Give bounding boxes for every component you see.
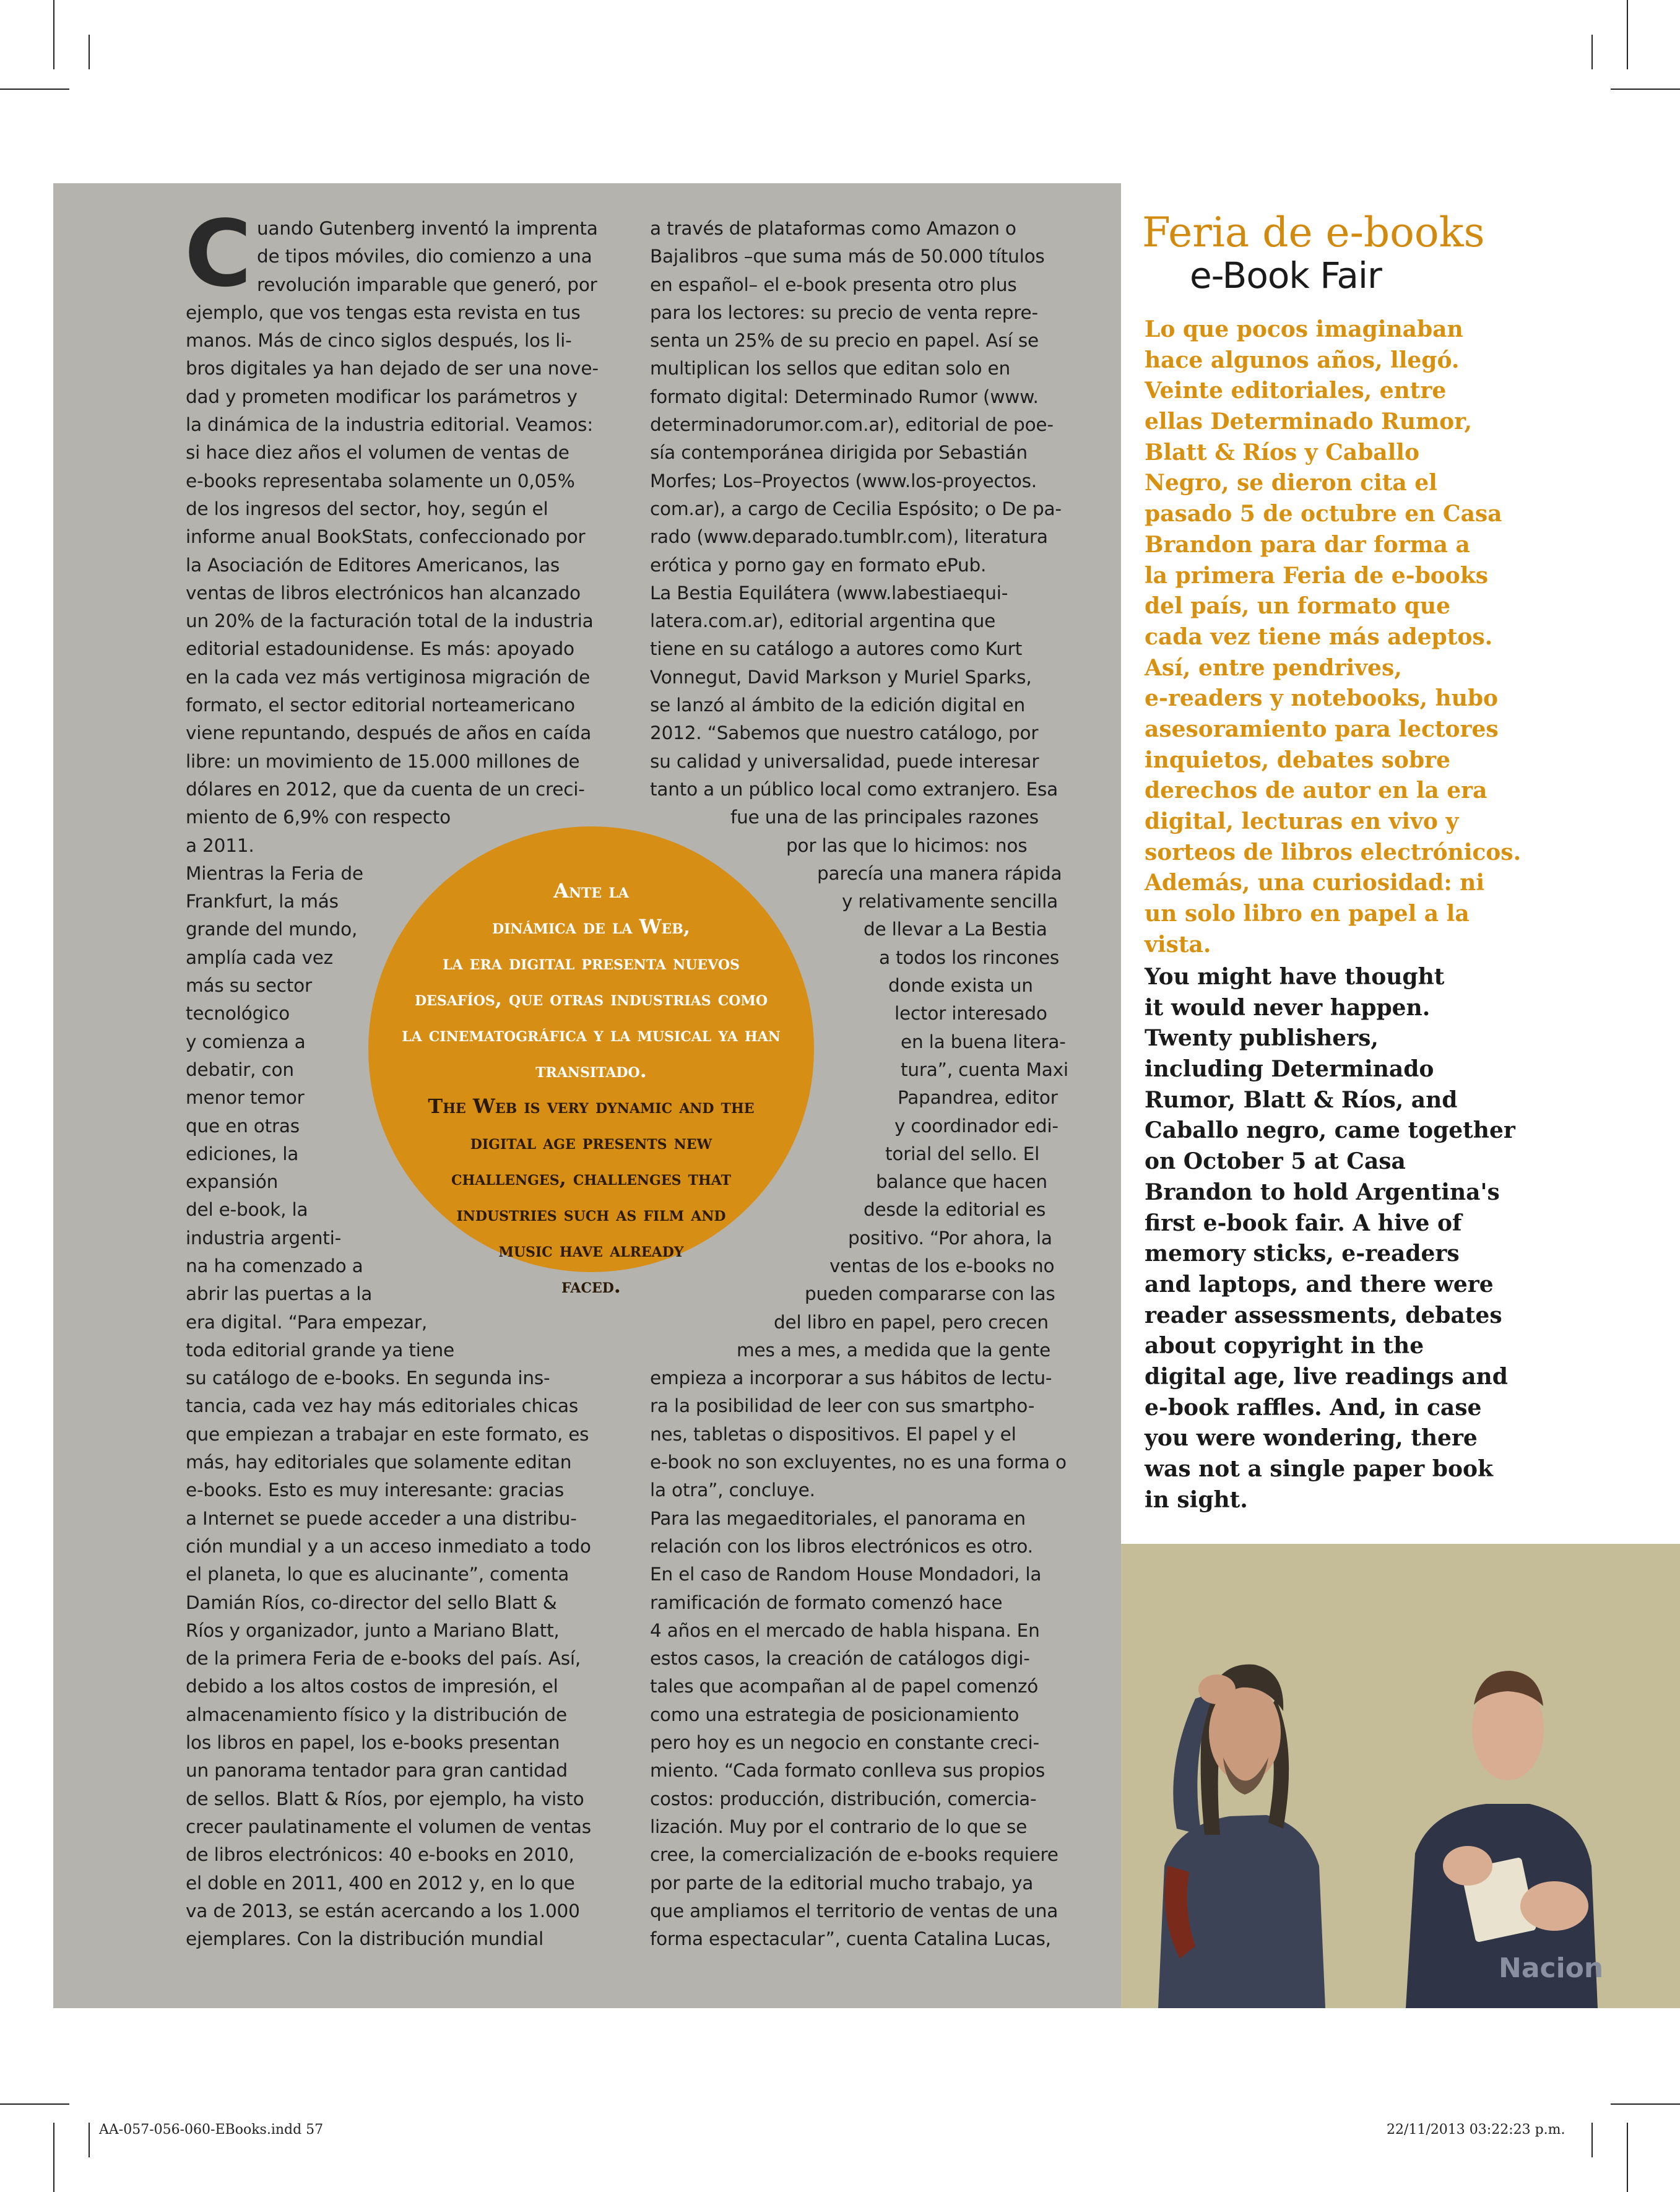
text-line: you were wondering, there (1145, 1425, 1478, 1452)
text-line: del libro en papel, pero crecen (774, 1311, 1049, 1333)
text-line: se lanzó al ámbito de la edición digital en (650, 695, 1025, 716)
text-line: era digital. “Para empezar, (186, 1311, 428, 1333)
text-line: determinadorumor.com.ar), editorial de poe- (650, 414, 1054, 436)
text-line: su catálogo de e-books. En segunda ins- (186, 1367, 550, 1389)
text-line: it would never happen. (1145, 994, 1431, 1021)
text-line: fue una de las principales razones (730, 807, 1039, 828)
text-line: ejemplares. Con la distribución mundial (186, 1928, 544, 1950)
crop-mark (0, 2103, 69, 2105)
text-line: empieza a incorporar a sus hábitos de lectu- (650, 1367, 1052, 1389)
crop-mark (1627, 0, 1628, 69)
text-line: menor temor (186, 1087, 305, 1109)
text-line: torial del sello. El (885, 1143, 1040, 1164)
text-line: ejemplo, que vos tengas esta revista en tus (186, 301, 581, 323)
text-line: abrir las puertas a la (186, 1283, 373, 1305)
text-line: faced. (561, 1274, 621, 1297)
text-line: balance que hacen (876, 1171, 1047, 1193)
text-line: industria argenti- (186, 1227, 342, 1249)
text-line: viene repuntando, después de años en caída (186, 722, 592, 744)
text-line: toda editorial grande ya tiene (186, 1339, 455, 1361)
text-line: digital age presents new (470, 1130, 712, 1154)
text-line: y coordinador edi- (894, 1115, 1059, 1137)
text-line: expansión (186, 1171, 279, 1193)
text-line: Rumor, Blatt & Ríos, and (1145, 1086, 1458, 1113)
text-line: la primera Feria de e-books (1145, 562, 1489, 589)
text-line: Frankfurt, la más (186, 891, 339, 912)
sidebar-body-english (1145, 962, 1665, 1515)
crop-mark (1611, 2103, 1680, 2105)
text-line: en la buena litera- (901, 1031, 1066, 1052)
text-line: del país, un formato que (1145, 593, 1450, 620)
text-line: de libros electrónicos: 40 e-books en 2010, (186, 1844, 574, 1866)
text-line: ción mundial y a un acceso inmediato a todo (186, 1535, 591, 1557)
crop-mark (89, 2123, 90, 2157)
text-line: crecer paulatinamente el volumen de ventas (186, 1816, 591, 1837)
sidebar-title-spanish: Feria de e-books (1142, 209, 1485, 256)
text-line: dad y prometen modificar los parámetros y (186, 386, 578, 407)
pull-quote-english (368, 1088, 814, 1304)
text-line: de tipos móviles, dio comienzo a una (257, 246, 592, 267)
text-line: miento de 6,9% con respecto (186, 807, 451, 828)
text-line: about copyright in the (1145, 1333, 1424, 1359)
text-line: Veinte editoriales, entre (1145, 378, 1447, 404)
text-line: including Determinado (1145, 1056, 1434, 1083)
text-line: tura”, cuenta Maxi (901, 1059, 1068, 1080)
text-line: Morfes; Los–Proyectos (www.los-proyectos. (650, 470, 1037, 492)
text-line: tales que acompañan al de papel comenzó (650, 1676, 1039, 1697)
crop-mark (1611, 89, 1680, 90)
text-line: manos. Más de cinco siglos después, los li- (186, 330, 572, 352)
text-line: Lo que pocos imaginaban (1145, 316, 1463, 342)
text-line: desde la editorial es (864, 1199, 1046, 1221)
text-line: asesoramiento para lectores (1145, 716, 1499, 742)
text-line: formato, el sector editorial norteamericano (186, 695, 575, 716)
text-line: e-book raffles. And, in case (1145, 1394, 1482, 1421)
text-line: uando Gutenberg inventó la imprenta (257, 218, 598, 239)
text-line: digital, lecturas en vivo y (1145, 808, 1459, 834)
text-line: erótica y porno gay en formato ePub. (650, 554, 987, 576)
text-line: la otra”, concluye. (650, 1479, 815, 1501)
text-line: de los ingresos del sector, hoy, según el (186, 498, 548, 519)
text-line: e-books. Esto es muy interesante: gracias (186, 1479, 564, 1501)
text-line: ventas de los e-books no (829, 1255, 1055, 1276)
crop-mark (1591, 2123, 1593, 2157)
text-line: Mientras la Feria de (186, 862, 363, 884)
text-line: que en otras (186, 1115, 300, 1137)
text-line: forma espectacular”, cuenta Catalina Lucas, (650, 1928, 1051, 1950)
text-line: e-book no son excluyentes, no es una forma o (650, 1452, 1067, 1473)
text-line: revolución imparable que generó, por (257, 274, 597, 295)
text-line: de llevar a La Bestia (864, 919, 1047, 940)
crop-mark (1627, 2123, 1628, 2192)
text-line: first e-book fair. A hive of (1145, 1210, 1462, 1236)
text-line: parecía una manera rápida (817, 862, 1062, 884)
text-line: sía contemporánea dirigida por Sebastián (650, 442, 1028, 464)
text-line: memory sticks, e-readers (1145, 1241, 1460, 1267)
pull-quote (368, 873, 814, 1304)
text-line: debatir, con (186, 1059, 294, 1080)
text-line: la dinámica de la industria editorial. Veamos: (186, 414, 593, 436)
text-line: la cinematográfica y la musical ya han (402, 1023, 781, 1046)
text-line: e-books representaba solamente un 0,05% (186, 470, 575, 492)
text-line: tanto a un público local como extranjero. Esa (650, 778, 1059, 800)
text-line: a Internet se puede acceder a una distribu- (186, 1507, 577, 1529)
text-line: Ante la (553, 879, 629, 903)
text-line: por parte de la editorial mucho trabajo, ya (650, 1872, 1034, 1894)
text-line: transitado. (535, 1059, 647, 1082)
text-line: Además, una curiosidad: ni (1145, 870, 1484, 896)
drop-cap: C (184, 201, 252, 307)
text-line: dinámica de la Web, (491, 915, 691, 938)
text-line: Así, entre pendrives, (1145, 654, 1402, 681)
text-line: dólares en 2012, que da cuenta de un creci- (186, 778, 585, 800)
text-line: You might have thought (1145, 964, 1445, 990)
text-line: digital age, live readings and (1145, 1363, 1508, 1390)
text-line: libre: un movimiento de 15.000 millones de (186, 750, 580, 772)
text-line: estos casos, la creación de catálogos digi- (650, 1648, 1030, 1670)
text-line: on October 5 at Casa (1145, 1148, 1406, 1175)
text-line: na ha comenzado a (186, 1255, 363, 1276)
text-line: Brandon to hold Argentina's (1145, 1179, 1500, 1205)
text-line: and laptops, and there were (1145, 1271, 1494, 1297)
text-line: challenges, challenges that (451, 1166, 732, 1190)
text-line: music have already (498, 1238, 684, 1262)
text-line: de sellos. Blatt & Ríos, por ejemplo, ha visto (186, 1788, 584, 1809)
text-line: bros digitales ya han dejado de ser una nove- (186, 358, 599, 379)
date-slug: 22/11/2013 03:22:23 p.m. (1387, 2122, 1565, 2138)
text-line: más, hay editoriales que solamente editan (186, 1452, 572, 1473)
text-line: para los lectores: su precio de venta repre- (650, 301, 1038, 323)
text-line: y comienza a (186, 1031, 306, 1052)
text-line: que empiezan a trabajar en este formato, es (186, 1423, 589, 1445)
text-line: En el caso de Random House Mondadori, la (650, 1564, 1042, 1585)
text-line: pueden compararse con las (805, 1283, 1055, 1305)
text-line: tancia, cada vez hay más editoriales chicas (186, 1395, 579, 1417)
text-line: cree, la comercialización de e-books requiere (650, 1844, 1059, 1866)
sweater-text: Nacion (1499, 1952, 1604, 1984)
text-line: was not a single paper book (1145, 1456, 1493, 1482)
text-line: en español– el e-book presenta otro plus (650, 274, 1017, 295)
text-line: ra la posibilidad de leer con sus smartpho- (650, 1395, 1035, 1417)
text-line: y relativamente sencilla (842, 891, 1059, 912)
text-line: grande del mundo, (186, 919, 358, 940)
text-line: pero hoy es un negocio en constante creci- (650, 1732, 1039, 1754)
text-line: e-readers y notebooks, hubo (1145, 685, 1499, 712)
text-line: industries such as film and (456, 1202, 726, 1226)
text-line: como una estrategia de posicionamiento (650, 1704, 1020, 1725)
text-line: si hace diez años el volumen de ventas de (186, 442, 569, 464)
text-line: lector interesado (894, 1003, 1047, 1025)
text-line: ediciones, la (186, 1143, 299, 1164)
text-line: tecnológico (186, 1003, 290, 1025)
text-line: editorial estadounidense. Es más: apoyado (186, 638, 574, 660)
text-line: mes a mes, a medida que la gente (737, 1339, 1051, 1361)
text-line: ventas de libros electrónicos han alcanzado (186, 582, 581, 604)
text-line: ellas Determinado Rumor, (1145, 409, 1473, 435)
text-line: hace algunos años, llegó. (1145, 347, 1460, 373)
crop-mark (1591, 35, 1593, 69)
text-line: Vonnegut, David Markson y Muriel Sparks, (650, 666, 1032, 688)
text-line: a través de plataformas como Amazon o (650, 218, 1016, 239)
text-line: Damián Ríos, co-director del sello Blatt & (186, 1592, 557, 1613)
photo-illustration (1121, 1544, 1680, 2008)
text-line: almacenamiento físico y la distribución de (186, 1704, 567, 1725)
text-line: rado (www.deparado.tumblr.com), literatura (650, 526, 1048, 548)
text-line: informe anual BookStats, confeccionado por (186, 526, 586, 548)
text-line: cada vez tiene más adeptos. (1145, 623, 1493, 650)
text-line: ramificación de formato comenzó hace (650, 1592, 1003, 1613)
text-line: un panorama tentador para gran cantidad (186, 1760, 568, 1782)
text-line: derechos de autor en la era (1145, 778, 1487, 804)
text-line: costos: producción, distribución, comercia- (650, 1788, 1037, 1809)
text-line: a 2011. (186, 834, 254, 856)
text-line: La Bestia Equilátera (www.labestiaequi- (650, 582, 1008, 604)
text-line: relación con los libros electrónicos es otro. (650, 1535, 1033, 1557)
pull-quote-spanish (368, 873, 814, 1088)
text-line: de la primera Feria de e-books del país. Así, (186, 1648, 581, 1670)
sidebar-title-english: e-Book Fair (1190, 254, 1382, 297)
text-line: la era digital presenta nuevos (443, 951, 740, 974)
text-line: Para las megaeditoriales, el panorama en (650, 1507, 1026, 1529)
photo-two-men (1121, 1544, 1680, 2008)
text-line: los libros en papel, los e-books presentan (186, 1732, 560, 1754)
text-line: Bajalibros –que suma más de 50.000 títulos (650, 246, 1045, 267)
text-line: Negro, se dieron cita el (1145, 470, 1437, 496)
text-line: pasado 5 de octubre en Casa (1145, 501, 1502, 527)
file-slug: AA-057-056-060-EBooks.indd 57 (99, 2122, 324, 2138)
text-line: un solo libro en papel a la (1145, 901, 1470, 927)
text-line: 4 años en el mercado de habla hispana. En (650, 1619, 1040, 1641)
text-line: multiplican los sellos que editan solo en (650, 358, 1011, 379)
text-line: Twenty publishers, (1145, 1025, 1379, 1052)
text-line: por las que lo hicimos: nos (786, 834, 1028, 856)
text-line: amplía cada vez (186, 947, 333, 968)
text-line: que ampliamos el territorio de ventas de una (650, 1900, 1059, 1921)
text-line: latera.com.ar), editorial argentina que (650, 610, 996, 632)
crop-mark (53, 2123, 54, 2192)
text-line: positivo. “Por ahora, la (848, 1227, 1052, 1249)
crop-mark (53, 0, 54, 69)
text-line: donde exista un (888, 975, 1033, 997)
text-line: nes, tabletas o dispositivos. El papel y el (650, 1423, 1016, 1445)
text-line: in sight. (1145, 1486, 1248, 1513)
text-line: Blatt & Ríos y Caballo (1145, 439, 1419, 466)
text-line: más su sector (186, 975, 312, 997)
text-line: tiene en su catálogo a autores como Kurt (650, 638, 1023, 660)
text-line: la Asociación de Editores Americanos, las (186, 554, 560, 576)
text-line: 2012. “Sabemos que nuestro catálogo, por (650, 722, 1039, 744)
text-line: Brandon para dar forma a (1145, 531, 1470, 558)
text-line: reader assessments, debates (1145, 1302, 1502, 1328)
text-line: lización. Muy por el contrario de lo que se (650, 1816, 1028, 1837)
crop-mark (0, 89, 69, 90)
text-line: Ríos y organizador, junto a Mariano Blatt, (186, 1619, 560, 1641)
text-line: va de 2013, se están acercando a los 1.000 (186, 1900, 580, 1921)
text-line: su calidad y universalidad, puede interesar (650, 750, 1039, 772)
text-line: sorteos de libros electrónicos. (1145, 839, 1522, 865)
text-line: The Web is very dynamic and the (428, 1094, 755, 1118)
text-line: vista. (1145, 931, 1211, 958)
sidebar-body-spanish (1145, 314, 1665, 960)
text-line: el doble en 2011, 400 en 2012 y, en lo que (186, 1872, 575, 1894)
text-line: formato digital: Determinado Rumor (www. (650, 386, 1039, 407)
text-line: un 20% de la facturación total de la industria (186, 610, 594, 632)
text-line: desafíos, que otras industrias como (414, 987, 768, 1010)
text-line: inquietos, debates sobre (1145, 747, 1450, 773)
text-line: miento. “Cada formato conlleva sus propios (650, 1760, 1045, 1782)
text-line: Caballo negro, came together (1145, 1117, 1515, 1144)
text-line: com.ar), a cargo de Cecilia Espósito; o De pa- (650, 498, 1062, 519)
text-line: en la cada vez más vertiginosa migración de (186, 666, 591, 688)
crop-mark (89, 35, 90, 69)
text-line: senta un 25% de su precio en papel. Así se (650, 330, 1039, 352)
text-line: el planeta, lo que es alucinante”, comenta (186, 1564, 569, 1585)
text-line: a todos los rincones (879, 947, 1060, 968)
text-line: debido a los altos costos de impresión, el (186, 1676, 558, 1697)
text-line: Papandrea, editor (898, 1087, 1058, 1109)
text-line: del e-book, la (186, 1199, 308, 1221)
